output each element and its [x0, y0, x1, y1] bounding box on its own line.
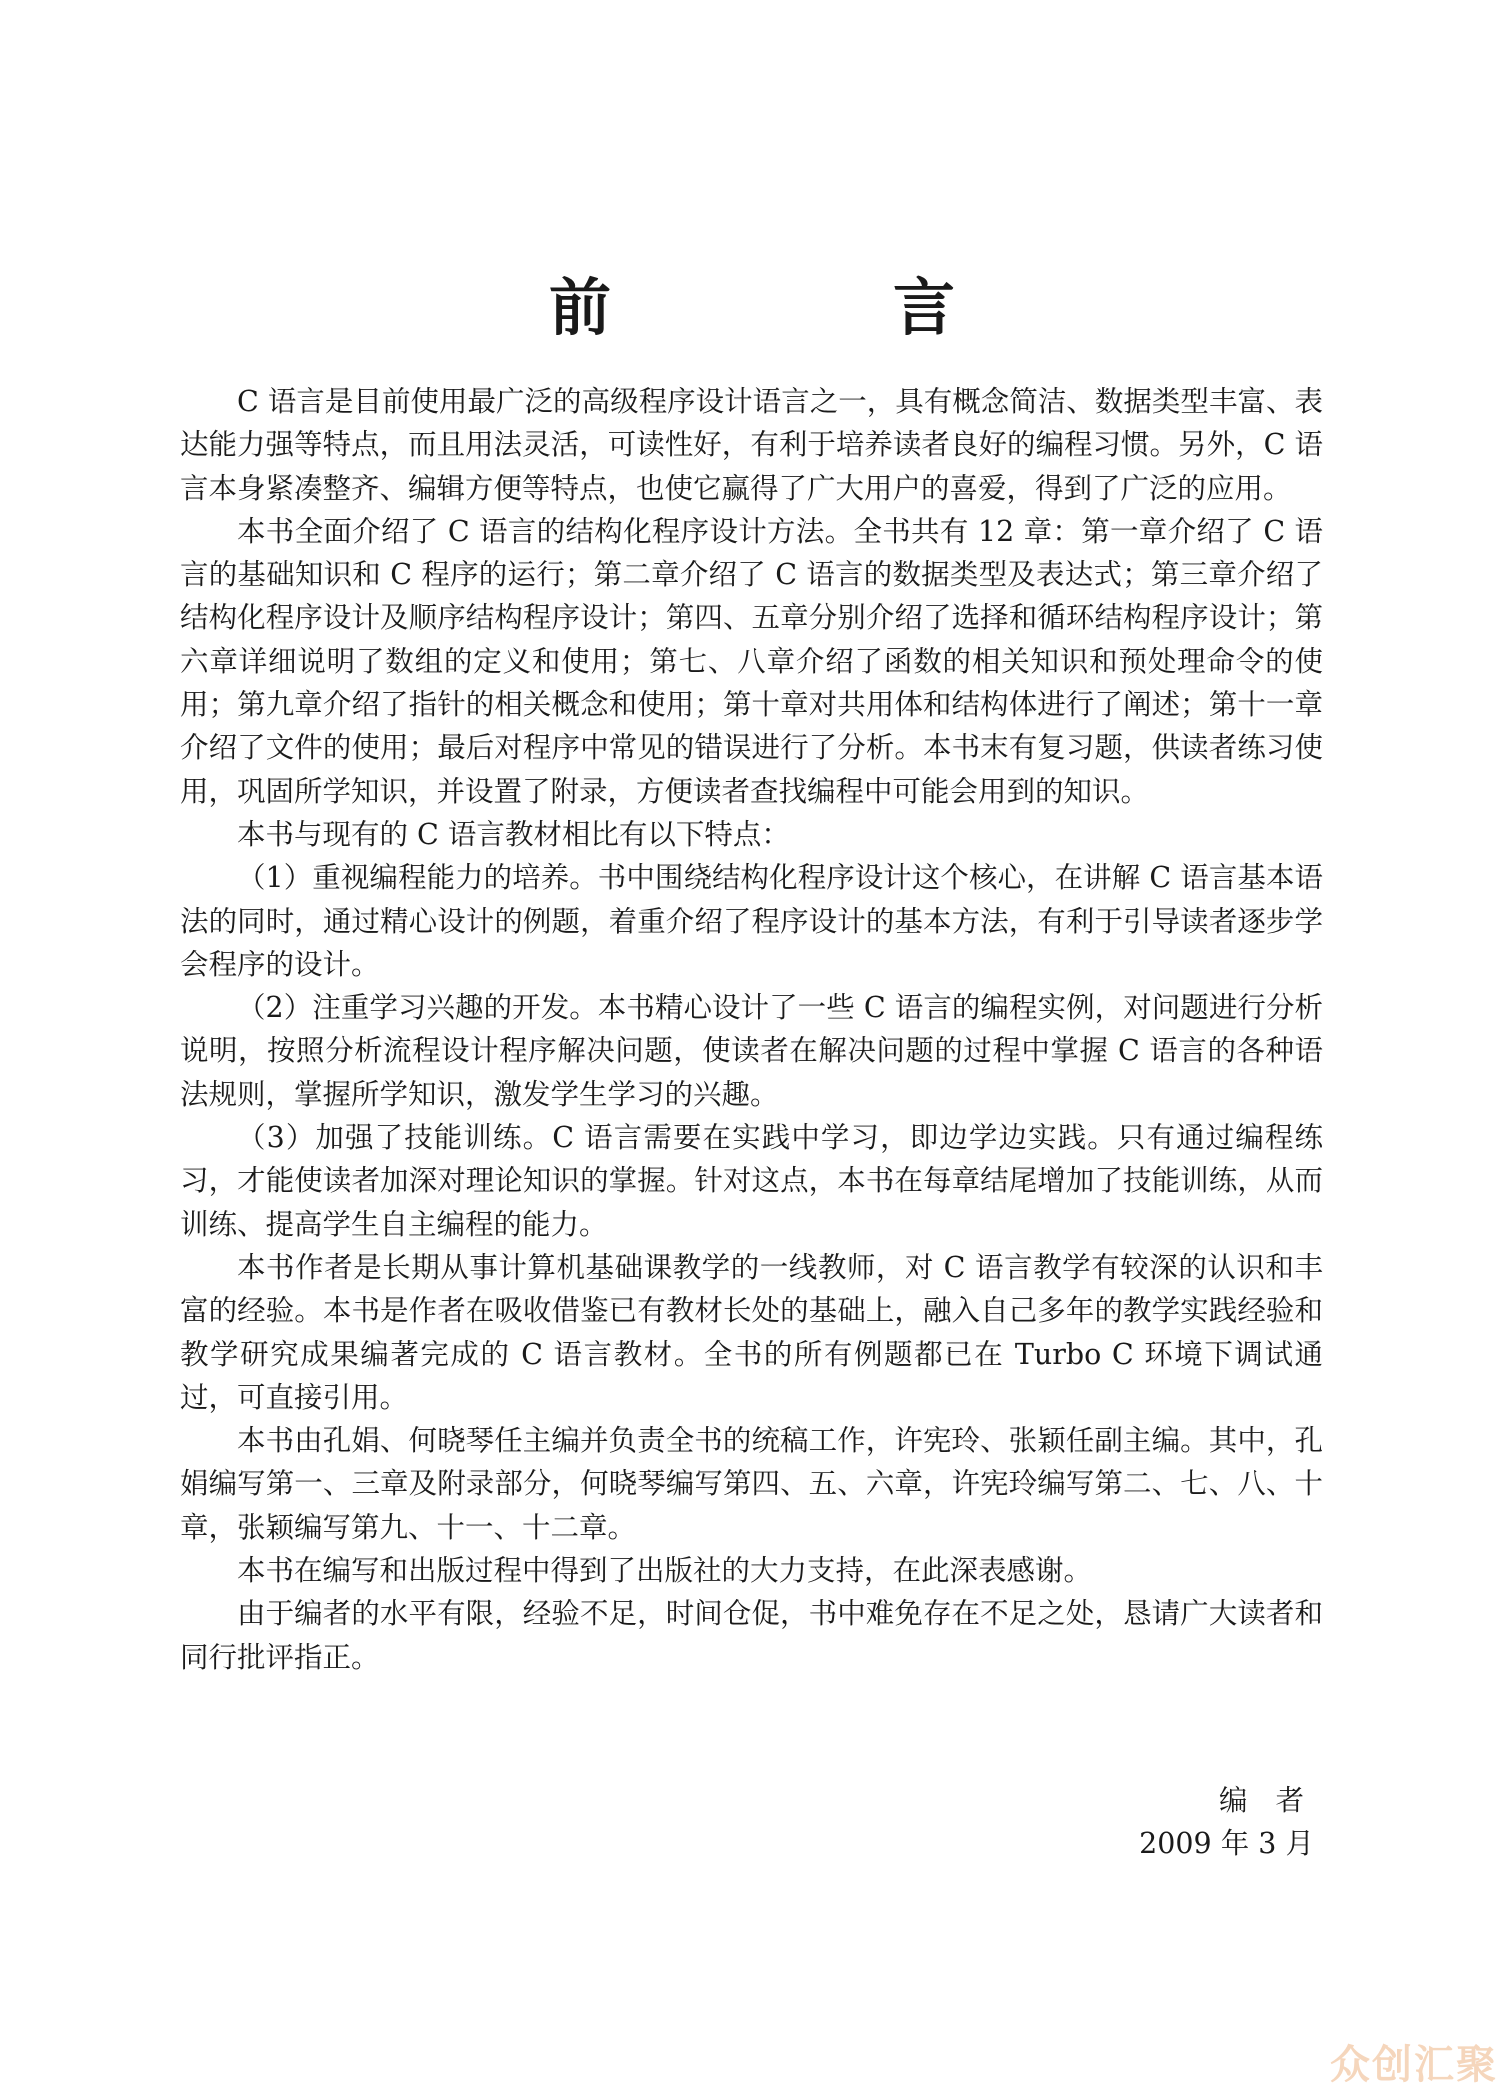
paragraph: 本书由孔娟、何晓琴任主编并负责全书的统稿工作，许宪玲、张颖任副主编。其中，孔娟编写第一、三章及附录部分，何晓琴编写第四、五、六章，许宪玲编写第二、七、八、十章，张颖编写第九、十一、十二章。 — [180, 1424, 1323, 1544]
watermark-logo: 众创汇聚 — [1330, 2042, 1498, 2088]
page-title: 前 言 — [548, 271, 1065, 344]
signature-editor: 编者 — [1218, 1784, 1332, 1817]
preface-body — [180, 380, 1323, 1679]
signature-date: 2009 年 3 月 — [1139, 1827, 1314, 1860]
paragraph: C 语言是目前使用最广泛的高级程序设计语言之一，具有概念简洁、数据类型丰富、表达能力强等特点，而且用法灵活，可读性好，有利于培养读者良好的编程习惯。另外，C 语言本身紧凑整齐、编辑方便等特点，也使它赢得了广大用户的喜爱，得到了广泛的应用。 — [180, 385, 1323, 505]
paragraph: 本书全面介绍了 C 语言的结构化程序设计方法。全书共有 12 章：第一章介绍了 C 语言的基础知识和 C 程序的运行；第二章介绍了 C 语言的数据类型及表达式；第三章介绍了结构化程序设计及顺序结构程序设计；第四、五章分别介绍了选择和循环结构程序设计；第六章详细说明了数组的定义和使用；第七、八章介绍了函数的相关知识和预处理命令的使用；第九章介绍了指针的相关概念和使用；第十章对共用体和结构体进行了阐述；第十一章介绍了文件的使用；最后对程序中常见的错误进行了分析。本书末有复习题，供读者练习使用，巩固所学知识，并设置了附录，方便读者查找编程中可能会用到的知识。 — [180, 514, 1323, 808]
paragraph: 本书作者是长期从事计算机基础课教学的一线教师，对 C 语言教学有较深的认识和丰富的经验。本书是作者在吸收借鉴已有教材长处的基础上，融入自己多年的教学实践经验和教学研究成果编著完成的 C 语言教材。全书的所有例题都已在 Turbo C 环境下调试通过，可直接引用。 — [180, 1250, 1323, 1414]
paragraph: （3）加强了技能训练。C 语言需要在实践中学习，即边学边实践。只有通过编程练习，才能使读者加深对理论知识的掌握。针对这点，本书在每章结尾增加了技能训练，从而训练、提高学生自主编程的能力。 — [180, 1121, 1323, 1241]
paragraph: （1）重视编程能力的培养。书中围绕结构化程序设计这个核心，在讲解 C 语言基本语法的同时，通过精心设计的例题，着重介绍了程序设计的基本方法，有利于引导读者逐步学会程序的设计。 — [180, 861, 1323, 981]
paragraph: 本书与现有的 C 语言教材相比有以下特点： — [237, 817, 790, 851]
paragraph: 本书在编写和出版过程中得到了出版社的大力支持，在此深表感谢。 — [237, 1554, 1093, 1588]
paragraph: 由于编者的水平有限，经验不足，时间仓促，书中难免存在不足之处，恳请广大读者和同行批评指正。 — [180, 1597, 1323, 1674]
paragraph: （2）注重学习兴趣的开发。本书精心设计了一些 C 语言的编程实例，对问题进行分析说明，按照分析流程设计程序解决问题，使读者在解决问题的过程中掌握 C 语言的各种语法规则，掌握所学知识，激发学生学习的兴趣。 — [180, 991, 1323, 1111]
signature-block — [1139, 1779, 1332, 1865]
